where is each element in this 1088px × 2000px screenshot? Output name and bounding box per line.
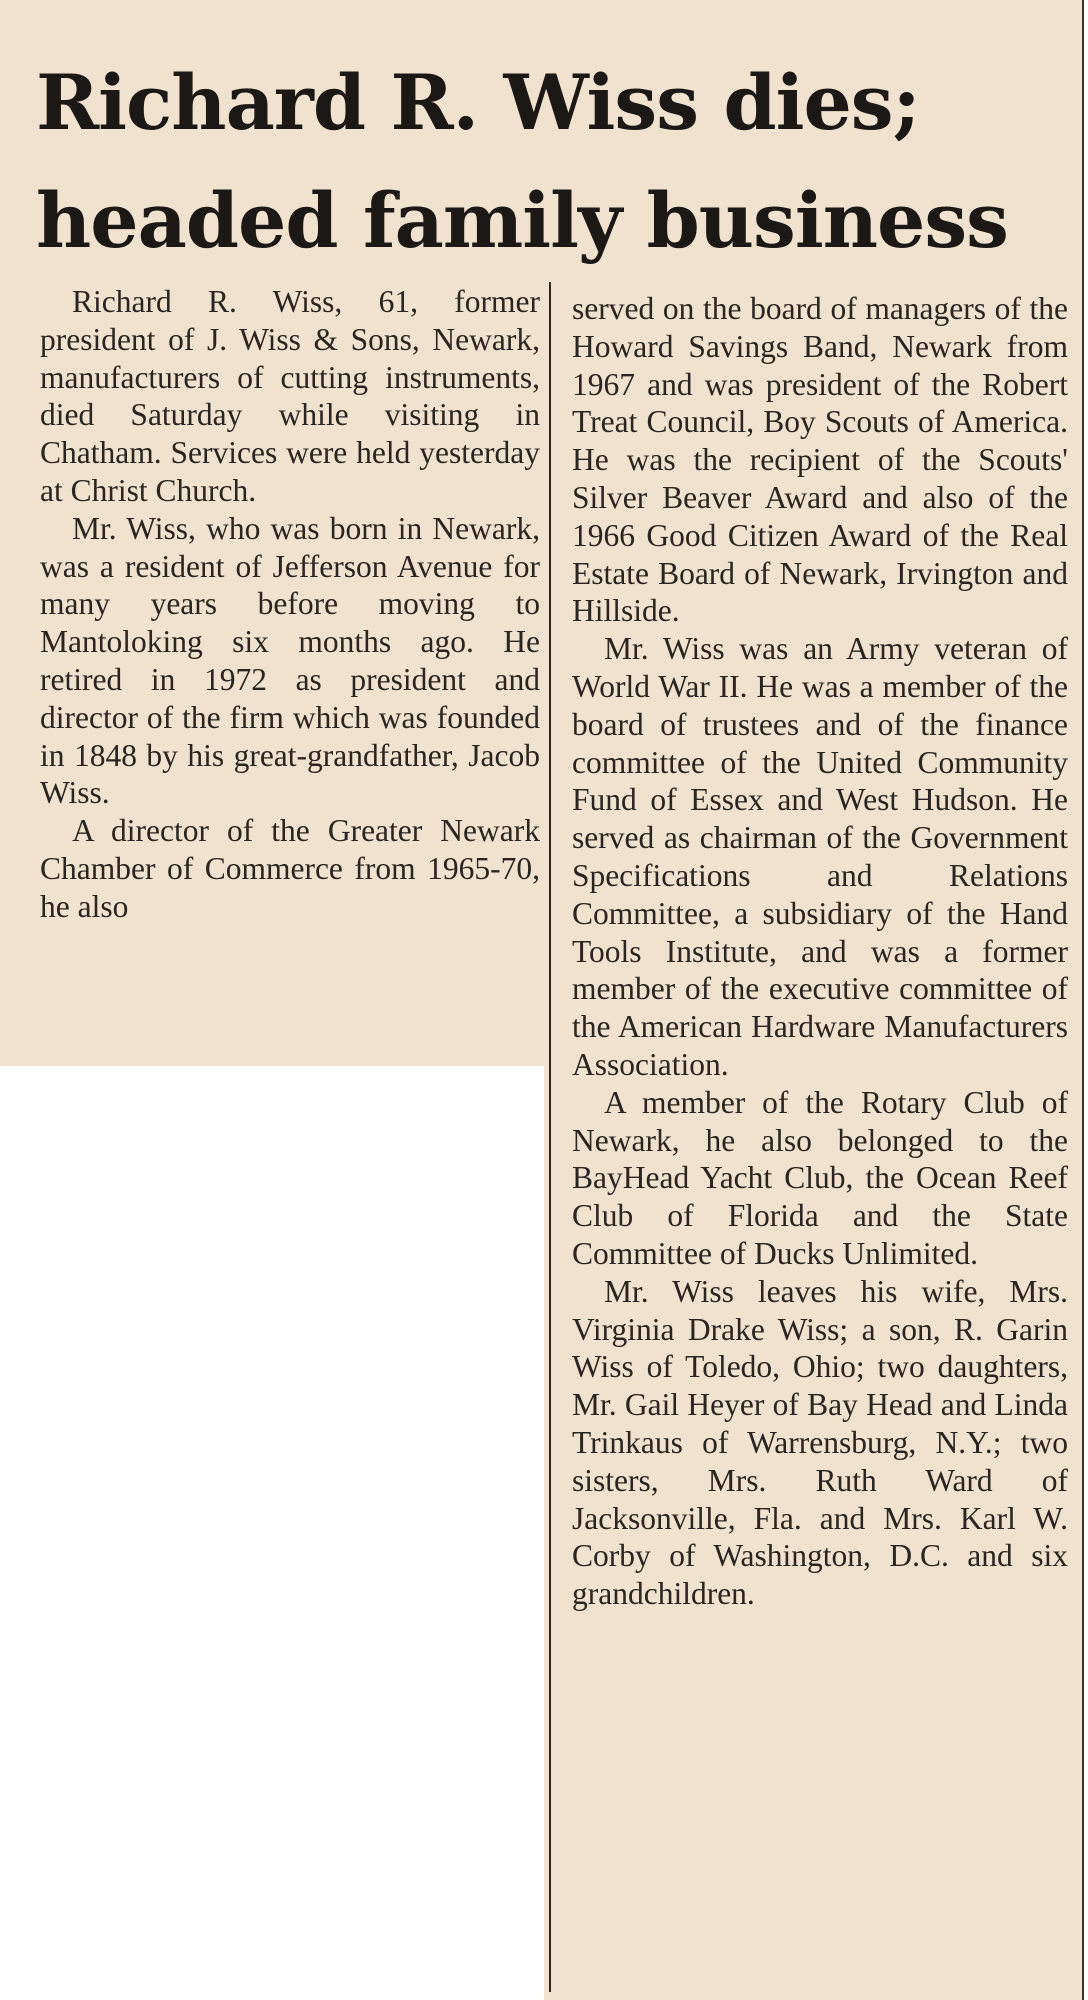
headline-line-1: Richard R. Wiss dies;	[36, 58, 920, 147]
paragraph-survivors: Mr. Wiss leaves his wife, Mrs. Virginia Drake Wiss; a son, R. Garin Wiss of Toledo, Ohio; two daughters, Mr. Gail Heyer of Bay Head and Linda Trinkaus of Warrensburg, N.Y.; two sisters, Mrs. Ruth Ward of Jacksonville, Fla. and Mrs. Karl W. Corby of Washington, D.C. and six grandchildren.	[572, 1273, 1068, 1612]
headline-line-2: headed family business	[36, 176, 1008, 265]
paragraph-biography: Mr. Wiss, who was born in Newark, was a resident of Jefferson Avenue for many years before moving to Mantoloking six months ago. He retired in 1972 as president and director of the firm which was founded in 1848 by his great-grandfather, Jacob Wiss.	[40, 510, 540, 811]
column-rule	[549, 282, 551, 1992]
article-headline	[36, 44, 1076, 280]
paragraph-chamber-of-commerce: A director of the Greater Newark Chamber of Commerce from 1965-70, he also	[40, 813, 540, 924]
paragraph-military-and-boards: Mr. Wiss was an Army veteran of World War II. He was a member of the board of trustees and of the finance committee of the United Community Fund of Essex and West Hudson. He served as chairman of the Government Specifications and Relations Committee, a subsidiary of the Hand Tools Institute, and was a former member of the executive committee of the American Hardware Manufacturers Association.	[572, 631, 1068, 1082]
paragraph-death-notice: Richard R. Wiss, 61, former president of J. Wiss & Sons, Newark, manufacturers of cutting instruments, died Saturday while visiting in Chatham. Services were held yesterday at Christ Church.	[40, 284, 540, 508]
article-column-left	[40, 283, 540, 926]
article-column-right	[572, 290, 1068, 1613]
paragraph-civic-service: served on the board of managers of the Howard Savings Band, Newark from 1967 and was president of the Robert Treat Council, Boy Scouts of America. He was the recipient of the Scouts' Silver Beaver Award and also of the 1966 Good Citizen Award of the Real Estate Board of Newark, Irvington and Hillside.	[572, 291, 1068, 629]
clipping-edge-line	[1082, 0, 1084, 2000]
paragraph-club-memberships: A member of the Rotary Club of Newark, he also belonged to the BayHead Yacht Club, the Ocean Reef Club of Florida and the State Committee of Ducks Unlimited.	[572, 1084, 1068, 1271]
